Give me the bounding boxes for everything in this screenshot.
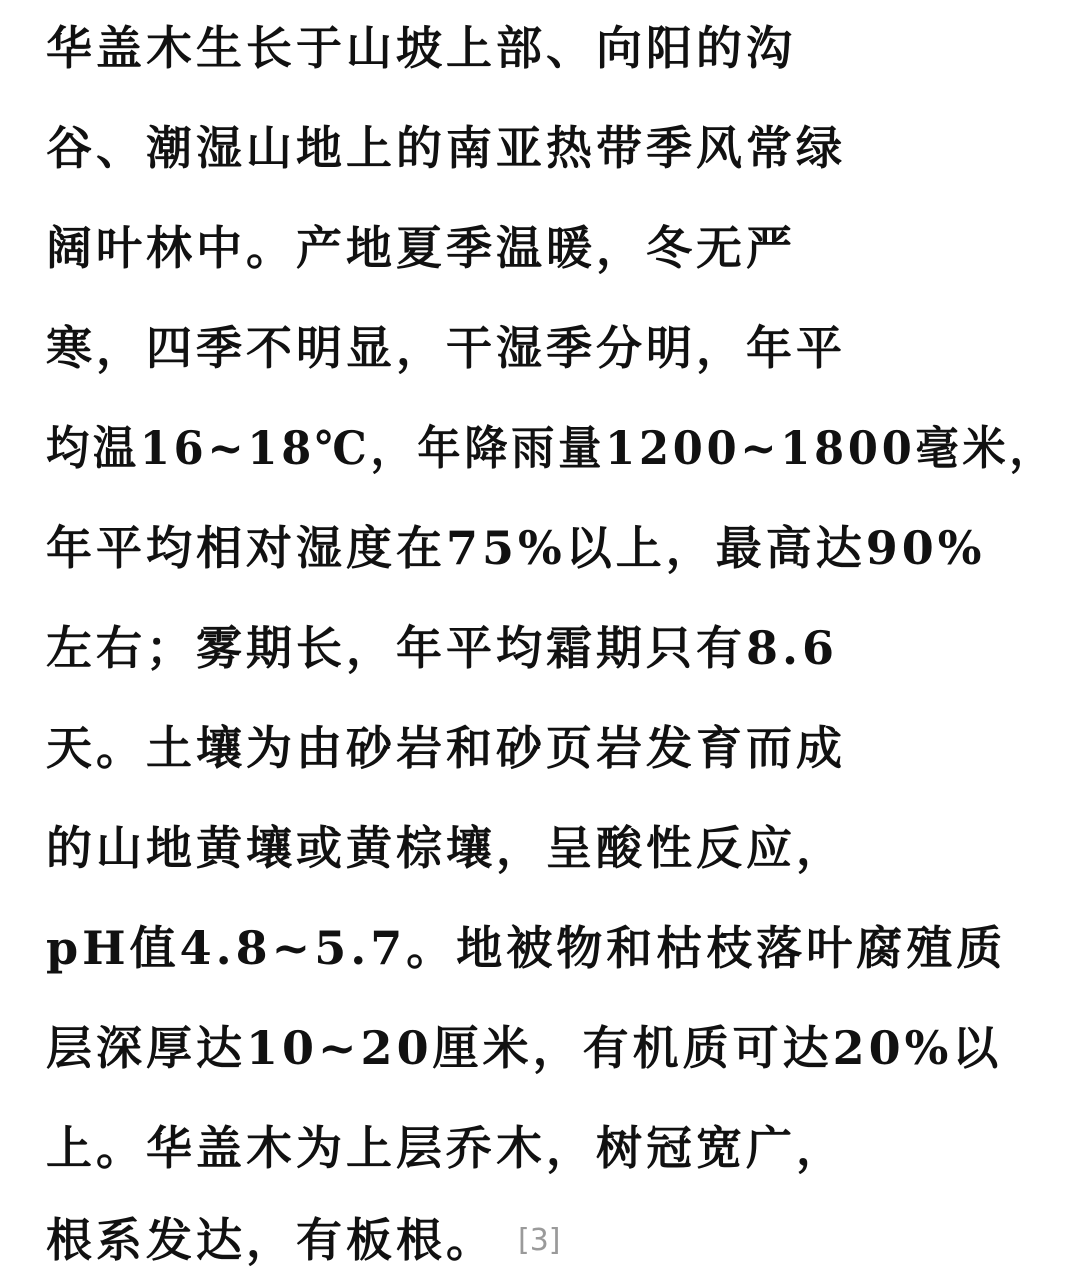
text-line: 寒，四季不明显，干湿季分明，年平 — [46, 321, 846, 375]
text-line: 谷、潮湿山地上的南亚热带季风常绿 — [46, 121, 846, 175]
text-line: 层深厚达10~20厘米，有机质可达20%以 — [46, 1021, 1003, 1075]
text-line: 上。华盖木为上层乔木，树冠宽广， — [46, 1121, 846, 1175]
text-line: 的山地黄壤或黄棕壤，呈酸性反应， — [46, 821, 846, 875]
text-line-content: 根系发达，有板根。 — [46, 1213, 496, 1267]
text-line: 华盖木生长于山坡上部、向阳的沟 — [46, 21, 796, 75]
citation-link[interactable]: [3] — [518, 1223, 561, 1258]
text-line: 天。土壤为由砂岩和砂页岩发育而成 — [46, 721, 846, 775]
text-line: 年平均相对湿度在75%以上，最高达90% — [46, 521, 986, 575]
text-line: pH值4.8~5.7。地被物和枯枝落叶腐殖质 — [46, 921, 1007, 975]
text-line: 左右；雾期长，年平均霜期只有8.6 — [46, 621, 839, 675]
text-line-last — [46, 1210, 561, 1270]
text-line: 阔叶林中。产地夏季温暖，冬无严 — [46, 221, 796, 275]
text-line: 均温16~18℃，年降雨量1200~1800毫米， — [46, 421, 1057, 475]
